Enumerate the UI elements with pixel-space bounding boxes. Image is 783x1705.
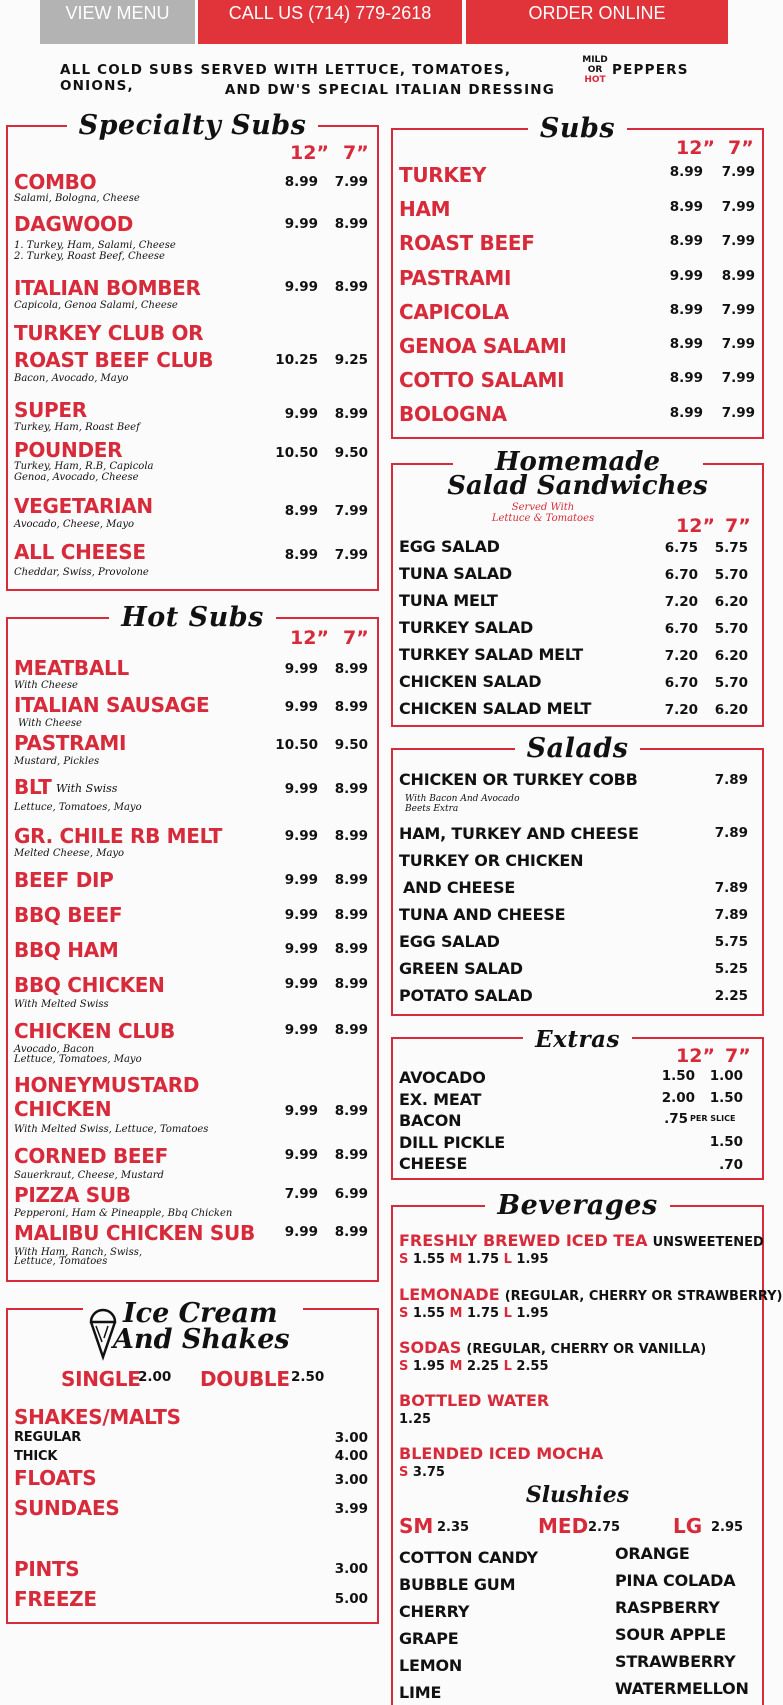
shakes-label: SHAKES/MALTS xyxy=(14,1405,181,1429)
menu-item-desc: Bacon, Avocado, Mayo xyxy=(14,373,129,384)
price: 7.89 xyxy=(714,880,748,896)
served-with-line-1: Served With xyxy=(511,502,575,513)
single-label: SINGLE xyxy=(61,1367,141,1391)
salad-sandwiches-panel xyxy=(391,447,764,727)
freeze-label: FREEZE xyxy=(14,1587,97,1611)
call-us-button[interactable]: CALL US (714) 779-2618 xyxy=(198,0,462,44)
menu-item-name: CAPICOLA xyxy=(399,300,509,324)
menu-item-desc: Turkey, Ham, Roast Beef xyxy=(14,422,140,433)
price-12: 10.25 xyxy=(275,352,318,368)
slush-flavor: RASPBERRY xyxy=(615,1598,720,1617)
slush-sm-price: 2.35 xyxy=(437,1520,470,1535)
menu-item-desc: Capicola, Genoa Salami, Cheese xyxy=(14,300,178,311)
menu-item-desc: Mustard, Pickles xyxy=(14,756,100,767)
size-s-price: 1.55 xyxy=(412,1306,445,1321)
price-7: 6.20 xyxy=(714,594,748,610)
price-7: 7.99 xyxy=(721,302,755,318)
price-7: 1.50 xyxy=(709,1090,743,1106)
extra-avocado: AVOCADO xyxy=(399,1068,486,1087)
price-7: 8.99 xyxy=(721,268,755,284)
menu-item-inline-note: With Swiss xyxy=(56,782,118,795)
price-7: 9.50 xyxy=(334,445,368,461)
price-12: 9.99 xyxy=(284,907,318,923)
size-7-header: 7” xyxy=(343,142,369,164)
menu-item-name: CORNED BEEF xyxy=(14,1144,168,1168)
menu-item-name: DAGWOOD xyxy=(14,212,134,236)
price-12: 9.99 xyxy=(284,1224,318,1240)
price-12: 9.99 xyxy=(284,1147,318,1163)
price-12: 7.20 xyxy=(664,594,698,610)
size-7-header: 7” xyxy=(725,1045,751,1067)
double-price: 2.50 xyxy=(291,1369,325,1385)
menu-item-name: POUNDER xyxy=(14,438,123,462)
slush-sm-label: SM xyxy=(399,1514,434,1538)
price-12: 8.99 xyxy=(669,164,703,180)
slush-lg-label: LG xyxy=(673,1514,703,1538)
slush-lg-price: 2.95 xyxy=(711,1520,744,1535)
extra-meat: EX. MEAT xyxy=(399,1090,482,1109)
price-7: 6.20 xyxy=(714,648,748,664)
view-menu-button[interactable]: VIEW MENU xyxy=(40,0,195,44)
price-12: 6.70 xyxy=(664,567,698,583)
served-with-line-2: Lettuce & Tomatoes xyxy=(491,513,595,524)
size-12-header: 12” xyxy=(676,515,715,537)
served-with-note xyxy=(433,502,653,524)
size-s: S xyxy=(399,1306,409,1321)
per-slice-label: PER SLICE xyxy=(690,1114,736,1123)
slush-flavor: WATERMELLON xyxy=(615,1679,749,1698)
slush-flavor: LEMON xyxy=(399,1656,463,1675)
menu-item-desc: Beets Extra xyxy=(405,804,459,814)
slush-flavor: STRAWBERRY xyxy=(615,1652,736,1671)
price-7: 8.99 xyxy=(334,661,368,677)
price-7: 8.99 xyxy=(334,907,368,923)
order-online-button[interactable]: ORDER ONLINE xyxy=(466,0,728,44)
menu-item-name: SUPER xyxy=(14,398,87,422)
price-12: 6.70 xyxy=(664,621,698,637)
menu-item-name: MALIBU CHICKEN SUB xyxy=(14,1221,255,1245)
price-12: 8.99 xyxy=(284,174,318,190)
price-12: 9.99 xyxy=(284,828,318,844)
size-m-price: 2.25 xyxy=(466,1359,500,1374)
menu-item-desc: Genoa, Avocado, Cheese xyxy=(14,472,139,483)
sodas-note: (REGULAR, CHERRY OR VANILLA) xyxy=(466,1342,707,1357)
menu-item-desc: Sauerkraut, Cheese, Mustard xyxy=(14,1170,164,1181)
menu-item-desc: With Melted Swiss xyxy=(14,999,109,1010)
menu-item-name: TUNA AND CHEESE xyxy=(399,905,566,924)
price-7: 7.99 xyxy=(334,503,368,519)
menu-item-desc: With Melted Swiss, Lettuce, Tomatoes xyxy=(14,1124,209,1135)
slush-med-price: 2.75 xyxy=(588,1520,621,1535)
size-l-price: 2.55 xyxy=(516,1359,549,1374)
price-7: 7.99 xyxy=(721,370,755,386)
menu-item-name: BBQ BEEF xyxy=(14,903,123,927)
size-s: S xyxy=(399,1465,409,1480)
price-7: 7.99 xyxy=(721,405,755,421)
menu-item-name: COTTO SALAMI xyxy=(399,368,565,392)
price-12: 6.75 xyxy=(664,540,698,556)
menu-item-name: CHICKEN OR TURKEY COBB xyxy=(399,770,638,789)
price-12: 9.99 xyxy=(284,661,318,677)
menu-item-name: GREEN SALAD xyxy=(399,959,523,978)
slush-flavor: GRAPE xyxy=(399,1629,459,1648)
menu-item-name: BBQ HAM xyxy=(14,938,119,962)
menu-item-name: VEGETARIAN xyxy=(14,494,153,518)
price-7: 6.99 xyxy=(334,1186,368,1202)
size-l: L xyxy=(503,1306,512,1321)
price-12: 2.00 xyxy=(661,1090,695,1106)
price: 2.25 xyxy=(714,988,748,1004)
price-7: 5.70 xyxy=(714,621,748,637)
size-12-header: 12” xyxy=(290,142,329,164)
menu-item-name: TURKEY SALAD MELT xyxy=(399,645,583,664)
price-7: .70 xyxy=(719,1157,743,1173)
menu-item-name: ROAST BEEF CLUB xyxy=(14,348,214,372)
price-12: 9.99 xyxy=(669,268,703,284)
thick-price: 4.00 xyxy=(334,1448,368,1464)
menu-item-name: HONEYMUSTARD xyxy=(14,1073,200,1097)
menu-item-desc: Salami, Bologna, Cheese xyxy=(14,193,140,204)
menu-item-desc: Avocado, Bacon xyxy=(14,1044,95,1055)
menu-item-name: CHICKEN CLUB xyxy=(14,1019,175,1043)
size-12-header: 12” xyxy=(290,627,329,649)
water-name: BOTTLED WATER xyxy=(399,1391,550,1410)
menu-item-desc: Pepperoni, Ham & Pineapple, Bbq Chicken xyxy=(14,1208,233,1219)
menu-item-name: TURKEY OR CHICKEN xyxy=(399,851,584,870)
menu-item-name: HAM, TURKEY AND CHEESE xyxy=(399,824,639,843)
price-7: 8.99 xyxy=(334,1103,368,1119)
extra-bacon: BACON xyxy=(399,1111,462,1130)
price-7: 7.99 xyxy=(334,174,368,190)
hot-label: HOT xyxy=(584,75,606,85)
price-12: 9.99 xyxy=(284,1103,318,1119)
pints-price: 3.00 xyxy=(334,1561,368,1577)
beverages-panel xyxy=(391,1190,783,1705)
price-7: 5.75 xyxy=(714,540,748,556)
size-l-price: 1.95 xyxy=(516,1306,549,1321)
slush-flavor: CHERRY xyxy=(399,1602,470,1621)
extra-pickle: DILL PICKLE xyxy=(399,1133,505,1152)
price-12: 8.99 xyxy=(669,302,703,318)
price-12: 9.99 xyxy=(284,699,318,715)
menu-item-desc: Lettuce, Tomatoes, Mayo xyxy=(14,802,142,813)
slush-flavor: PINA COLADA xyxy=(615,1571,736,1590)
size-s-price: 1.95 xyxy=(412,1359,445,1374)
price-12: 9.99 xyxy=(284,976,318,992)
menu-item-desc: With Cheese xyxy=(18,718,82,729)
sundaes-price: 3.99 xyxy=(334,1501,368,1517)
double-label: DOUBLE xyxy=(200,1367,290,1391)
floats-price: 3.00 xyxy=(334,1472,368,1488)
salad-sandwiches-title: Homemade xyxy=(494,447,661,477)
price-7: 1.50 xyxy=(709,1134,743,1150)
price-12: 8.99 xyxy=(284,547,318,563)
lemonade-note: (REGULAR, CHERRY OR STRAWBERRY) xyxy=(504,1289,783,1304)
specialty-subs-title: Specialty Subs xyxy=(67,110,319,141)
beverage-lemonade xyxy=(399,1285,783,1304)
mild-label: MILD xyxy=(582,55,608,65)
price-7: 7.99 xyxy=(721,336,755,352)
price-7: 7.99 xyxy=(721,164,755,180)
ice-cream-title: Ice Cream xyxy=(123,1298,278,1329)
tea-note: UNSWEETENED xyxy=(652,1235,764,1250)
price-7: 5.70 xyxy=(714,675,748,691)
size-l: L xyxy=(503,1252,512,1267)
beverages-title: Beverages xyxy=(485,1190,669,1221)
tea-name: FRESHLY BREWED ICED TEA xyxy=(399,1231,648,1250)
size-12-header: 12” xyxy=(676,137,715,159)
price-12: 9.99 xyxy=(284,941,318,957)
tea-sizes xyxy=(399,1252,549,1267)
menu-item-name: TUNA SALAD xyxy=(399,564,513,583)
menu-item-name: EGG SALAD xyxy=(399,932,500,951)
price-12: 8.99 xyxy=(669,405,703,421)
price-7: 8.99 xyxy=(334,1224,368,1240)
price-7: 8.99 xyxy=(334,781,368,797)
price-7: 8.99 xyxy=(334,872,368,888)
size-m-price: 1.75 xyxy=(466,1252,500,1267)
sundaes-label: SUNDAES xyxy=(14,1496,120,1520)
size-l: L xyxy=(503,1359,512,1374)
size-7-header: 7” xyxy=(728,137,754,159)
menu-item-desc: Avocado, Cheese, Mayo xyxy=(14,519,135,530)
menu-item-name: CHICKEN xyxy=(14,1097,112,1121)
menu-item-desc: With Bacon And Avocado xyxy=(405,794,520,804)
menu-item-name: TURKEY xyxy=(399,163,487,187)
price-12: 7.99 xyxy=(284,1186,318,1202)
size-7-header: 7” xyxy=(343,627,369,649)
salads-title: Salads xyxy=(515,733,641,764)
price: 5.25 xyxy=(714,961,748,977)
price: 5.75 xyxy=(714,934,748,950)
menu-item-name: TURKEY SALAD xyxy=(399,618,534,637)
price-12: 8.99 xyxy=(669,199,703,215)
extras-panel xyxy=(391,1026,764,1180)
water-price: 1.25 xyxy=(399,1412,432,1427)
sodas-sizes xyxy=(399,1359,549,1374)
slush-flavor: SOUR APPLE xyxy=(615,1625,726,1644)
mocha-name: BLENDED ICED MOCHA xyxy=(399,1444,604,1463)
or-label: OR xyxy=(587,65,603,75)
notice-line-1: ALL COLD SUBS SERVED WITH LETTUCE, TOMATOES, ONIONS, xyxy=(60,62,512,94)
price-7: 8.99 xyxy=(334,216,368,232)
slush-flavor: BUBBLE GUM xyxy=(399,1575,516,1594)
menu-item-name: ROAST BEEF xyxy=(399,231,535,255)
menu-item-name: BOLOGNA xyxy=(399,402,507,426)
price-12: 10.50 xyxy=(275,445,318,461)
menu-item-name: AND CHEESE xyxy=(403,878,516,897)
notice-line-2: AND DW'S SPECIAL ITALIAN DRESSING xyxy=(224,82,556,98)
menu-item-desc: With Cheese xyxy=(14,680,78,691)
menu-item-name: PASTRAMI xyxy=(14,731,127,755)
menu-item-name: HAM xyxy=(399,197,451,221)
ice-cream-panel xyxy=(6,1298,379,1624)
menu-item-name: CHICKEN SALAD MELT xyxy=(399,699,592,718)
size-m-price: 1.75 xyxy=(466,1306,500,1321)
menu-item-desc: Cheddar, Swiss, Provolone xyxy=(14,567,149,578)
menu-item-name: CHICKEN SALAD xyxy=(399,672,542,691)
menu-item-desc: Lettuce, Tomatoes, Mayo xyxy=(14,1054,142,1065)
specialty-subs-panel xyxy=(6,110,379,591)
slush-flavor: COTTON CANDY xyxy=(399,1548,538,1567)
menu-item-name: BEEF DIP xyxy=(14,868,114,892)
slushies-title: Slushies xyxy=(525,1482,630,1508)
menu-item-name: TURKEY CLUB OR xyxy=(14,321,204,345)
price-12: 7.20 xyxy=(664,648,698,664)
freeze-price: 5.00 xyxy=(334,1591,368,1607)
ice-cream-title-2: And Shakes xyxy=(113,1324,290,1355)
price-12: 8.99 xyxy=(669,233,703,249)
price-12: 9.99 xyxy=(284,781,318,797)
slush-med-label: MED xyxy=(538,1514,589,1538)
price-12: 1.50 xyxy=(661,1068,695,1084)
size-12-header: 12” xyxy=(676,1045,715,1067)
mocha-price: 3.75 xyxy=(412,1465,445,1480)
size-s-price: 1.55 xyxy=(412,1252,445,1267)
hot-subs-panel xyxy=(6,602,379,1282)
menu-item-desc: With Ham, Ranch, Swiss, xyxy=(14,1247,143,1258)
price-12: 7.20 xyxy=(664,702,698,718)
price-12: 9.99 xyxy=(284,216,318,232)
price-7: 9.25 xyxy=(334,352,368,368)
mocha-sizes xyxy=(399,1465,445,1480)
price-12: 8.99 xyxy=(284,503,318,519)
price-7: 6.20 xyxy=(714,702,748,718)
menu-item-name: COMBO xyxy=(14,170,97,194)
price-7: 7.99 xyxy=(334,547,368,563)
menu-item-name: ALL CHEESE xyxy=(14,540,146,564)
menu-item-desc: 2. Turkey, Roast Beef, Cheese xyxy=(14,251,165,262)
menu-item-name: PIZZA SUB xyxy=(14,1183,131,1207)
subs-panel xyxy=(391,113,764,439)
price-7: 8.99 xyxy=(334,699,368,715)
pints-label: PINTS xyxy=(14,1557,80,1581)
menu-item-name: BBQ CHICKEN xyxy=(14,973,165,997)
price-12: 10.50 xyxy=(275,737,318,753)
price: 7.89 xyxy=(714,825,748,841)
subs-title: Subs xyxy=(528,113,627,144)
slush-flavor: ORANGE xyxy=(615,1544,690,1563)
price-12: 6.70 xyxy=(664,675,698,691)
menu-item-name: ITALIAN BOMBER xyxy=(14,276,201,300)
hot-subs-title: Hot Subs xyxy=(109,602,276,633)
menu-item-desc: Turkey, Ham, R.B, Capicola xyxy=(14,461,154,472)
menu-item-name: PASTRAMI xyxy=(399,266,512,290)
size-l-price: 1.95 xyxy=(516,1252,549,1267)
price-7: 8.99 xyxy=(334,941,368,957)
floats-label: FLOATS xyxy=(14,1466,97,1490)
price-12: 9.99 xyxy=(284,279,318,295)
extra-cheese: CHEESE xyxy=(399,1154,468,1173)
menu-item-desc: Lettuce, Tomatoes xyxy=(14,1256,108,1267)
price-7: 1.00 xyxy=(709,1068,743,1084)
menu-item-name: BLT xyxy=(14,775,52,799)
price-7: 5.70 xyxy=(714,567,748,583)
single-price: 2.00 xyxy=(138,1369,172,1385)
price-12: 8.99 xyxy=(669,370,703,386)
lemonade-sizes xyxy=(399,1306,549,1321)
notice-peppers: PEPPERS xyxy=(612,62,689,78)
menu-item-desc: Melted Cheese, Mayo xyxy=(14,848,125,859)
size-s: S xyxy=(399,1252,409,1267)
menu-item-name: TUNA MELT xyxy=(399,591,498,610)
price-7: 7.99 xyxy=(721,233,755,249)
price-7: 9.50 xyxy=(334,737,368,753)
salad-sandwiches-title-2: Salad Sandwiches xyxy=(447,471,708,501)
menu-item-desc: 1. Turkey, Ham, Salami, Cheese xyxy=(14,240,176,251)
size-m: M xyxy=(449,1252,463,1267)
menu-item-name: GR. CHILE RB MELT xyxy=(14,824,223,848)
salads-panel xyxy=(391,733,764,1016)
menu-item-name: MEATBALL xyxy=(14,656,129,680)
price: 7.89 xyxy=(714,907,748,923)
price-7: 8.99 xyxy=(334,1147,368,1163)
price-7: 7.99 xyxy=(721,199,755,215)
price-12: 8.99 xyxy=(669,336,703,352)
regular-price: 3.00 xyxy=(334,1430,368,1446)
price-7: 8.99 xyxy=(334,406,368,422)
thick-label: THICK xyxy=(14,1449,58,1464)
regular-label: REGULAR xyxy=(14,1430,82,1445)
lemonade-name: LEMONADE xyxy=(399,1285,500,1304)
extras-title: Extras xyxy=(523,1026,632,1053)
menu-item-name: ITALIAN SAUSAGE xyxy=(14,693,210,717)
menu-item-name: POTATO SALAD xyxy=(399,986,533,1005)
bacon-price: .75 xyxy=(664,1111,688,1127)
price-12: 9.99 xyxy=(284,406,318,422)
beverage-tea xyxy=(399,1231,764,1250)
price: 7.89 xyxy=(714,772,748,788)
price-12: 9.99 xyxy=(284,1022,318,1038)
size-s: S xyxy=(399,1359,409,1374)
price-12: 9.99 xyxy=(284,872,318,888)
size-m: M xyxy=(449,1306,463,1321)
menu-item-name: EGG SALAD xyxy=(399,537,500,556)
beverage-sodas xyxy=(399,1338,706,1357)
size-7-header: 7” xyxy=(725,515,751,537)
price-7: 8.99 xyxy=(334,279,368,295)
sodas-name: SODAS xyxy=(399,1338,462,1357)
menu-item-name: GENOA SALAMI xyxy=(399,334,567,358)
price-7: 8.99 xyxy=(334,1022,368,1038)
size-m: M xyxy=(449,1359,463,1374)
slush-flavor: LIME xyxy=(399,1683,442,1702)
price-7: 8.99 xyxy=(334,976,368,992)
price-7: 8.99 xyxy=(334,828,368,844)
mild-or-hot xyxy=(575,55,615,85)
